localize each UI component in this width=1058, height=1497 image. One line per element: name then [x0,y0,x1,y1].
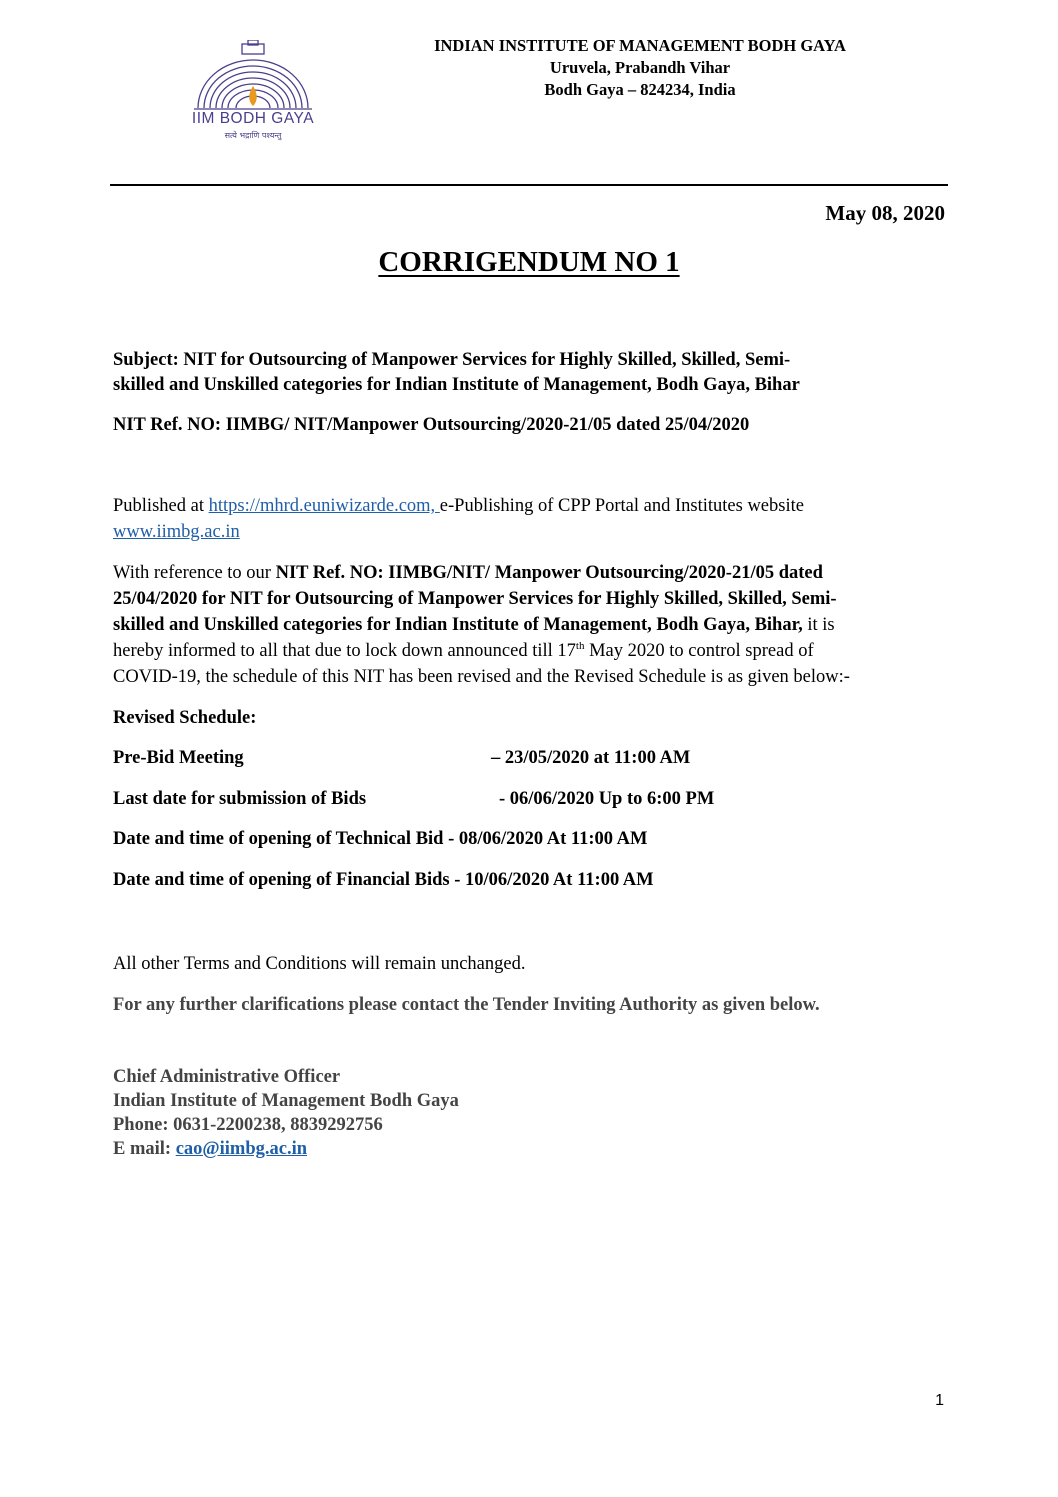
schedule-value-technical: - 08/06/2020 At 11:00 AM [448,829,648,849]
logo-tagline: सत्ये भद्राणि पश्यन्तु [224,131,282,140]
reference-line-1 [113,560,823,586]
schedule-label-prebid: Pre-Bid Meeting [113,748,244,768]
schedule-value-prebid: – 23/05/2020 at 11:00 AM [491,748,691,768]
reference-nit-bold: NIT Ref. NO: IIMBG/NIT/ Manpower Outsourcing/2020-21/05 dated [275,563,823,583]
reference-line-5: COVID-19, the schedule of this NIT has been revised and the Revised Schedule is as given below:- [113,667,850,687]
header-divider [110,184,948,186]
schedule-label-financial: Date and time of opening of Financial Bids [113,870,450,890]
published-prefix: Published at [113,496,209,516]
reference-line-2: 25/04/2020 for NIT for Outsourcing of Manpower Services for Highly Skilled, Skilled, Semi- [113,589,837,609]
schedule-row-technical [113,829,647,850]
email-label: E mail: [113,1139,176,1159]
logo-text: IIM BODH GAYA [191,110,315,127]
nit-reference: NIT Ref. NO: IIMBG/ NIT/Manpower Outsourcing/2020-21/05 dated 25/04/2020 [113,415,750,435]
address-line-2: Bodh Gaya – 824234, India [544,80,736,99]
email-link[interactable]: cao@iimbg.ac.in [175,1139,307,1159]
website-line [113,519,240,545]
reference-line-3 [113,612,835,638]
schedule-value-submission: - 06/06/2020 Up to 6:00 PM [499,789,715,809]
reference-text: hereby informed to all that due to lock down announced till 17 [113,641,576,661]
page-number: 1 [935,1392,944,1409]
schedule-label-technical: Date and time of opening of Technical Bid [113,829,444,849]
document-date: May 08, 2020 [825,201,945,225]
iimbg-website-link[interactable]: www.iimbg.ac.in [113,522,240,542]
schedule-label-submission: Last date for submission of Bids [113,789,367,809]
contact-institute: Indian Institute of Management Bodh Gaya [113,1091,459,1111]
address-line-1: Uruvela, Prabandh Vihar [549,58,731,77]
contact-designation: Chief Administrative Officer [113,1067,341,1087]
clarification-statement: For any further clarifications please contact the Tender Inviting Authority as given below. [113,995,820,1015]
contact-phone: Phone: 0631-2200238, 8839292756 [113,1115,383,1135]
schedule-heading: Revised Schedule: [113,708,257,728]
published-suffix: e-Publishing of CPP Portal and Institutes website [439,496,804,516]
institute-logo [178,40,328,150]
schedule-value-financial: - 10/06/2020 At 11:00 AM [454,870,654,890]
schedule-row-financial [113,870,654,891]
reference-line-4 [113,638,814,664]
published-line [113,493,804,519]
euniwizarde-link[interactable]: https://mhrd.euniwizarde.com, [208,496,440,516]
subject-line-2: skilled and Unskilled categories for Indian Institute of Management, Bodh Gaya, Bihar [113,375,800,395]
subject-line-1: Subject: NIT for Outsourcing of Manpower Services for Highly Skilled, Skilled, Semi- [113,350,791,370]
reference-categories-bold: skilled and Unskilled categories for Indian Institute of Management, Bodh Gaya, Bihar, [113,615,803,635]
reference-text: May 2020 to control spread of [584,641,814,661]
reference-text: it is [802,615,835,635]
institute-name: INDIAN INSTITUTE OF MANAGEMENT BODH GAYA [434,36,846,55]
terms-statement: All other Terms and Conditions will remain unchanged. [113,954,526,974]
document-title: CORRIGENDUM NO 1 [378,246,680,278]
contact-email-line [113,1137,307,1161]
ordinal-superscript: th [575,639,585,652]
reference-text: With reference to our [113,563,276,583]
